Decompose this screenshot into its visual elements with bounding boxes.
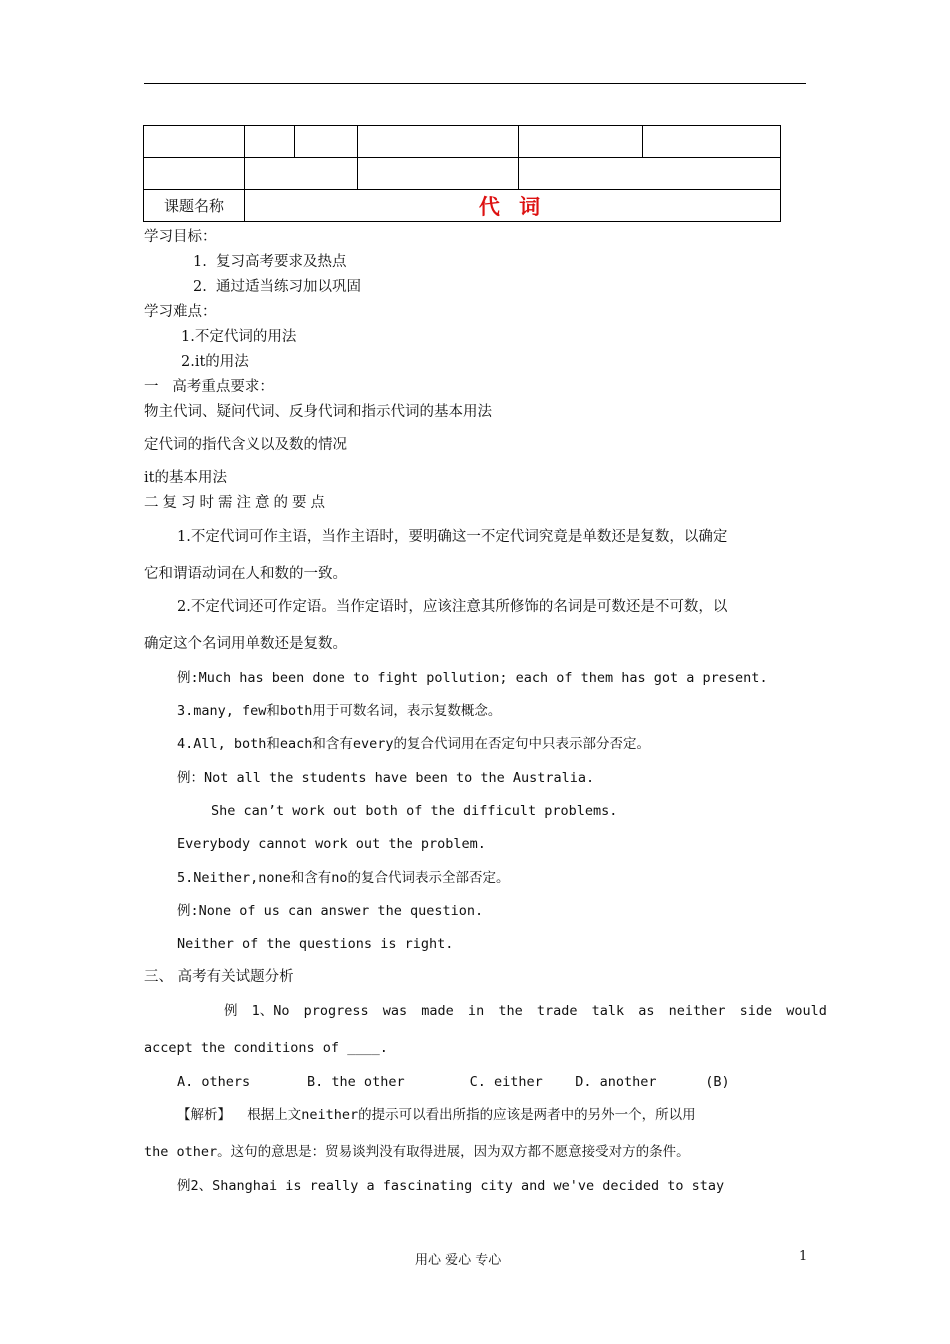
course-name-label: 课题名称 (144, 190, 245, 222)
paragraph: 定代词的指代含义以及数的情况 (144, 437, 347, 453)
table-cell (358, 158, 519, 190)
course-title: 代 词 (245, 190, 781, 222)
paragraph: 物主代词、疑问代词、反身代词和指示代词的基本用法 (144, 404, 492, 420)
section-heading: 三、 高考有关试题分析 (144, 969, 294, 985)
table-cell (358, 126, 519, 158)
difficulty-item: 2.it的用法 (181, 354, 249, 370)
footer-slogan: 用心 爱心 专心 (415, 1253, 502, 1268)
table-cell (643, 126, 781, 158)
question-text: 例2、Shanghai is really a fascinating city and we've decided to stay (177, 1178, 725, 1194)
paragraph: it的基本用法 (144, 470, 227, 486)
table-cell (245, 158, 358, 190)
goals-heading: 学习目标： (144, 229, 217, 245)
course-info-table (143, 125, 781, 222)
example-sentence: 例:None of us can answer the question. (177, 903, 484, 919)
analysis-text: 【解析】 根据上文neither的提示可以看出所指的应该是两者中的另外一个，所以用 (177, 1107, 696, 1123)
table-cell (144, 126, 245, 158)
table-row (144, 126, 781, 158)
table-row (144, 158, 781, 190)
paragraph: 5.Neither,none和含有no的复合代词表示全部否定。 (177, 870, 510, 886)
example-sentence: Everybody cannot work out the problem. (177, 836, 486, 852)
difficulty-item: 1.不定代词的用法 (181, 329, 297, 345)
goal-item: 1. 复习高考要求及热点 (193, 254, 347, 270)
example-sentence: 例：Not all the students have been to the Australia. (177, 770, 595, 786)
paragraph: 3.many, few和both用于可数名词，表示复数概念。 (177, 703, 502, 719)
question-text: 例 1、No progress was made in the trade talk as neither side would (224, 1003, 827, 1019)
table-row (144, 190, 781, 222)
analysis-text: the other。这句的意思是：贸易谈判没有取得进展，因为双方都不愿意接受对方的条件。 (144, 1144, 690, 1160)
question-text: accept the conditions of ____. (144, 1040, 388, 1056)
table-cell (519, 158, 781, 190)
paragraph: 它和谓语动词在人和数的一致。 (144, 566, 347, 582)
answer-options: A. others B. the other C. either D. another (B) (177, 1074, 730, 1090)
page-number: 1 (799, 1249, 808, 1264)
difficulty-heading: 学习难点： (144, 304, 217, 320)
paragraph: 4.All, both和each和含有every的复合代词用在否定句中只表示部分否定。 (177, 736, 651, 752)
section-heading: 二复习时需注意的要点 (144, 495, 329, 511)
paragraph: 2.不定代词还可作定语。当作定语时，应该注意其所修饰的名词是可数还是不可数，以 (177, 599, 728, 615)
paragraph: 确定这个名词用单数还是复数。 (144, 636, 347, 652)
paragraph: 1.不定代词可作主语，当作主语时，要明确这一不定代词究竟是单数还是复数，以确定 (177, 529, 728, 545)
example-sentence: Neither of the questions is right. (177, 936, 454, 952)
table-cell (519, 126, 643, 158)
section-heading: 一 高考重点要求： (144, 379, 274, 395)
example-sentence: 例:Much has been done to fight pollution; each of them has got a present. (177, 670, 768, 686)
header-rule (144, 83, 806, 84)
table-cell (245, 126, 295, 158)
example-sentence: She can’t work out both of the difficult problems. (211, 803, 618, 819)
table-cell (144, 158, 245, 190)
goal-item: 2. 通过适当练习加以巩固 (193, 279, 362, 295)
table-cell (295, 126, 358, 158)
